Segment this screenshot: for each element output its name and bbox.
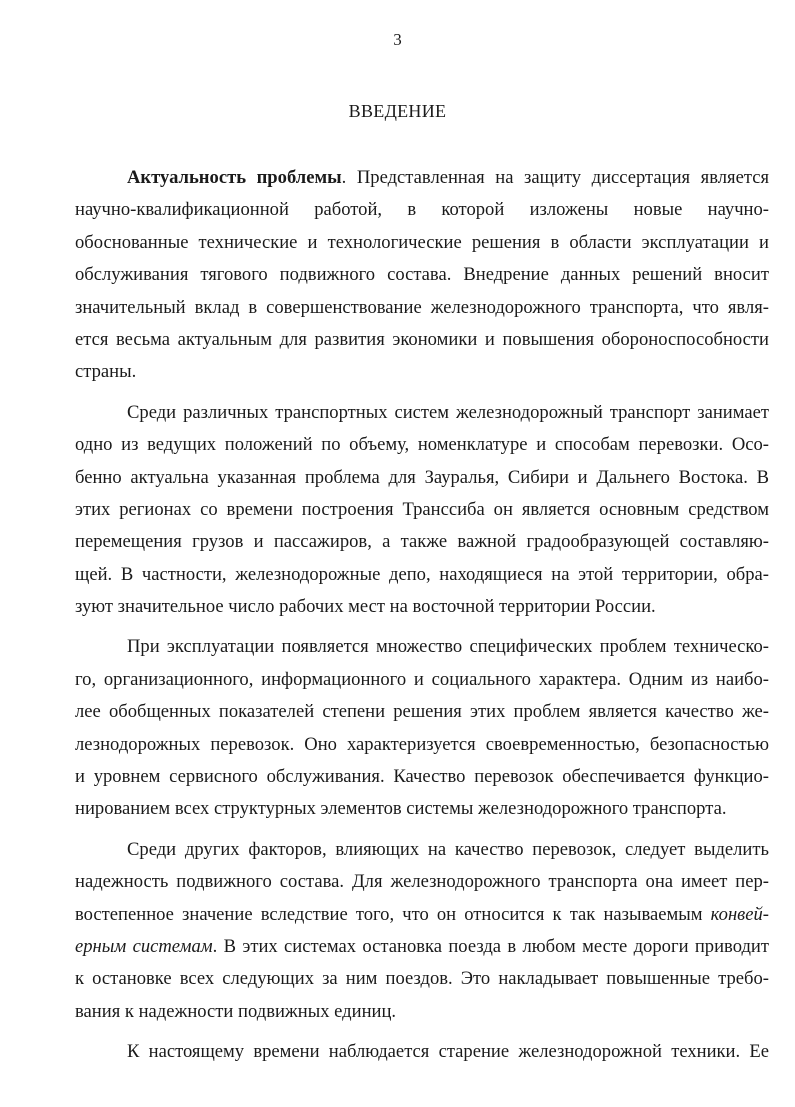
text-line: перемещения грузов и пассажиров, а также важной градообразующей составляю- [75, 531, 769, 553]
text-line: вания к надежности подвижных единиц. [75, 1000, 397, 1022]
text-line: го, организационного, информационного и социального характера. Одним из наибо- [75, 668, 769, 690]
text-line: Актуальность проблемы. Представленная на защиту диссертация является [127, 167, 769, 188]
paragraph [75, 834, 769, 1028]
text-line: бенно актуальна указанная проблема для Зауралья, Сибири и Дальнего Востока. В [75, 466, 769, 488]
text-line: лезнодорожных перевозок. Оно характеризуется своевременностью, безопасностью [75, 733, 769, 755]
text-line: этих регионах со времени построения Транссиба он является основным средством [75, 498, 769, 520]
text-line: обоснованные технические и технологические решения в области эксплуатации и [75, 231, 769, 253]
paragraph [75, 162, 769, 389]
text-line: к остановке всех следующих за ним поездов. Это накладывает повышенные требо- [75, 968, 769, 990]
text-line: лее обобщенных показателей степени решения этих проблем является качество же- [75, 701, 769, 723]
text-line: зуют значительное число рабочих мест на восточной территории России. [75, 596, 656, 618]
paragraph [75, 1036, 769, 1068]
text-line: и уровнем сервисного обслуживания. Качество перевозок обеспечивается функцио- [75, 766, 769, 788]
text-line: обслуживания тягового подвижного состава. Внедрение данных решений вносит [75, 264, 769, 286]
paragraph [75, 397, 769, 624]
text-line: нированием всех структурных элементов системы железнодорожного транспорта. [75, 798, 727, 820]
paragraph [75, 631, 769, 825]
italic-term: конвей- [702, 903, 769, 925]
text-line: страны. [75, 361, 137, 383]
text-line: К настоящему времени наблюдается старение железнодорожной техники. Ее [127, 1041, 769, 1063]
italic-term: ерным системам [75, 935, 213, 957]
text-line: Среди различных транспортных систем железнодорожный транспорт занимает [127, 401, 769, 423]
text-line: надежность подвижного состава. Для железнодорожного транспорта она имеет пер- [75, 871, 769, 893]
text-line: востепенное значение вследствие того, что он относится к так называемым конвей- [75, 903, 769, 925]
text-line: ерным системам. В этих системах остановка поезда в любом месте дороги приводит [75, 935, 770, 957]
text-line: значительный вклад в совершенствование железнодорожного транспорта, что явля- [75, 296, 769, 318]
bold-lead: Актуальность проблемы [127, 167, 342, 188]
body-text [75, 162, 769, 1069]
text-line: одно из ведущих положений по объему, номенклатуре и способам перевозки. Осо- [75, 434, 769, 456]
text-line: При эксплуатации появляется множество специфических проблем техническо- [127, 636, 769, 658]
text-line: ется весьма актуальным для развития экономики и повышения обороноспособности [75, 328, 769, 350]
page-number: 3 [393, 30, 402, 49]
text-line: Среди других факторов, влияющих на качество перевозок, следует выделить [127, 838, 769, 860]
text-line: щей. В частности, железнодорожные депо, находящиеся на этой территории, обра- [75, 563, 769, 585]
text-line: научно-квалификационной работой, в которой изложены новые научно- [75, 199, 769, 221]
section-heading: ВВЕДЕНИЕ [348, 101, 447, 121]
